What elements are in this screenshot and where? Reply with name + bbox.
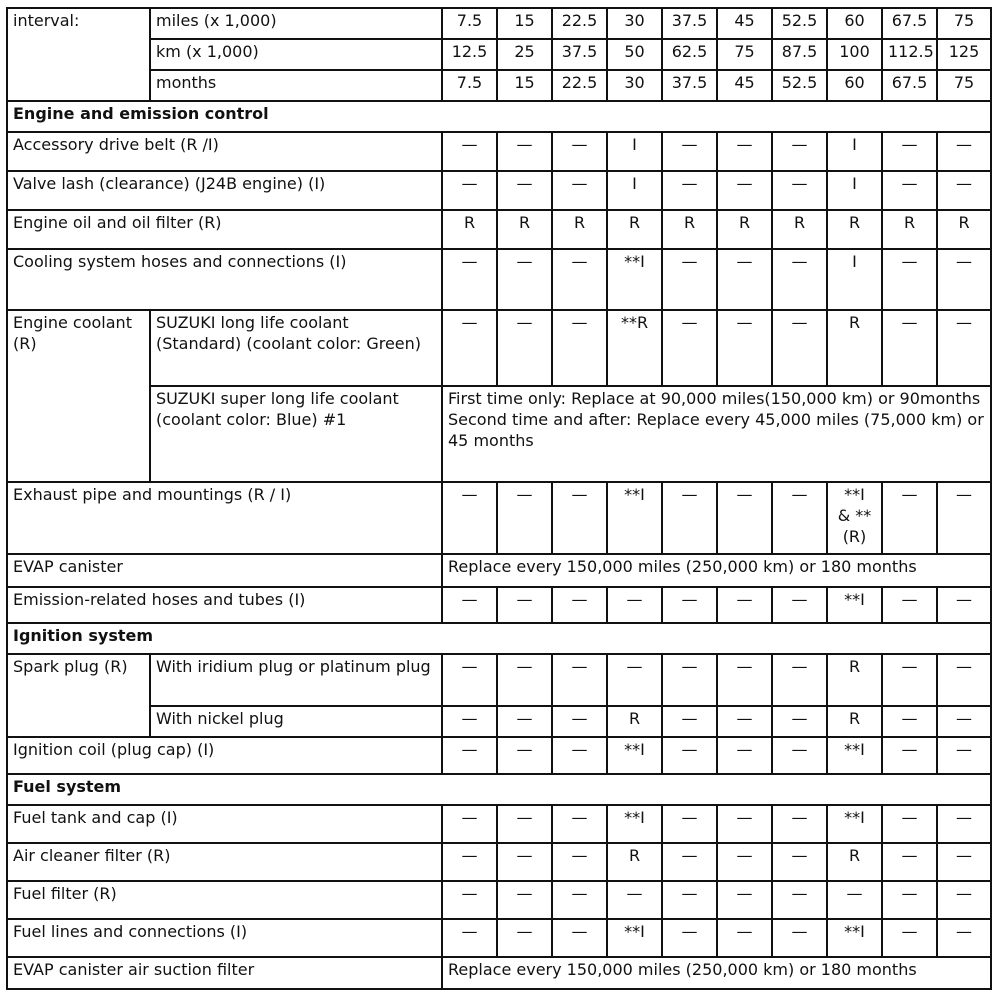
interval-value-cell: — <box>717 171 772 210</box>
interval-value-cell: — <box>717 843 772 881</box>
interval-value-cell: — <box>937 171 991 210</box>
interval-value-cell: R <box>882 210 937 249</box>
interval-value-cell: 67.5 <box>882 8 937 39</box>
interval-value-cell: — <box>717 706 772 737</box>
interval-value-cell: — <box>937 310 991 386</box>
interval-value-cell: 87.5 <box>772 39 827 70</box>
interval-value-cell: — <box>442 843 497 881</box>
item-sublabel: With iridium plug or platinum plug <box>150 654 442 706</box>
interval-value-cell: — <box>937 482 991 554</box>
interval-value-cell: R <box>607 843 662 881</box>
interval-value-cell: **I <box>607 737 662 774</box>
maintenance-row <box>7 881 991 919</box>
interval-value-cell: — <box>552 249 607 310</box>
interval-value-cell: 7.5 <box>442 70 497 101</box>
interval-value-cell: 30 <box>607 70 662 101</box>
interval-value-cell: — <box>552 171 607 210</box>
interval-value-cell: — <box>552 737 607 774</box>
interval-value-cell: — <box>552 587 607 623</box>
maintenance-row <box>7 249 991 310</box>
maintenance-row <box>7 805 991 843</box>
interval-value-cell: 62.5 <box>662 39 717 70</box>
section-row <box>7 623 991 654</box>
interval-value-cell: 12.5 <box>442 39 497 70</box>
interval-value-cell: 37.5 <box>662 70 717 101</box>
interval-value-cell: **I <box>607 249 662 310</box>
replacement-note <box>442 386 991 482</box>
interval-value-cell: 100 <box>827 39 882 70</box>
interval-value-cell: R <box>607 210 662 249</box>
interval-value-cell: — <box>772 654 827 706</box>
interval-value-cell: 7.5 <box>442 8 497 39</box>
item-label: Ignition coil (plug cap) (I) <box>7 737 442 774</box>
interval-value-cell: — <box>497 249 552 310</box>
interval-value-cell: — <box>442 737 497 774</box>
maintenance-row <box>7 482 991 554</box>
interval-value-cell: — <box>497 587 552 623</box>
interval-value-cell: R <box>497 210 552 249</box>
interval-value-cell: — <box>662 171 717 210</box>
interval-value-cell: — <box>717 587 772 623</box>
interval-value-cell: — <box>882 843 937 881</box>
interval-value-cell: — <box>497 132 552 171</box>
interval-value-cell: 75 <box>937 8 991 39</box>
interval-value-cell: 112.5 <box>882 39 937 70</box>
interval-value-cell: R <box>607 706 662 737</box>
item-sublabel: With nickel plug <box>150 706 442 737</box>
interval-value-cell: 60 <box>827 8 882 39</box>
replacement-note: Replace every 150,000 miles (250,000 km) or 180 months <box>442 957 991 989</box>
interval-value-cell: — <box>497 171 552 210</box>
interval-value-cell: — <box>772 171 827 210</box>
section-title: Fuel system <box>7 774 991 805</box>
interval-value-cell: I <box>827 171 882 210</box>
interval-value-cell: — <box>607 881 662 919</box>
interval-value-cell: — <box>772 587 827 623</box>
item-label: Cooling system hoses and connections (I) <box>7 249 442 310</box>
interval-value-cell: — <box>552 881 607 919</box>
interval-value-cell: — <box>607 654 662 706</box>
interval-value-cell: 30 <box>607 8 662 39</box>
maintenance-row <box>7 386 991 482</box>
interval-value-cell: — <box>937 805 991 843</box>
interval-value-cell: 15 <box>497 8 552 39</box>
interval-value-cell: — <box>497 805 552 843</box>
maintenance-row <box>7 957 991 989</box>
item-label: Emission-related hoses and tubes (I) <box>7 587 442 623</box>
interval-value-cell: — <box>882 919 937 957</box>
interval-value-cell: R <box>937 210 991 249</box>
interval-value-cell: — <box>662 805 717 843</box>
interval-value-cell: — <box>552 805 607 843</box>
spark-plug-group-label: Spark plug (R) <box>7 654 150 737</box>
interval-value-cell: 52.5 <box>772 8 827 39</box>
interval-value-cell: — <box>882 805 937 843</box>
interval-value-cell: **I <box>827 805 882 843</box>
interval-value-cell: — <box>552 706 607 737</box>
interval-value-cell: **I <box>607 919 662 957</box>
interval-value-cell: — <box>442 706 497 737</box>
interval-value-cell: — <box>442 310 497 386</box>
interval-value-cell: — <box>497 737 552 774</box>
interval-value-cell: — <box>662 919 717 957</box>
interval-value-cell: I <box>827 249 882 310</box>
interval-value-cell <box>827 482 882 554</box>
interval-value-cell: — <box>552 654 607 706</box>
interval-value-cell: — <box>607 587 662 623</box>
interval-value-cell: — <box>882 310 937 386</box>
section-row <box>7 101 991 132</box>
interval-value-cell: — <box>662 310 717 386</box>
interval-value-cell: — <box>827 881 882 919</box>
replacement-note: Replace every 150,000 miles (250,000 km) or 180 months <box>442 554 991 587</box>
interval-value-cell: — <box>882 587 937 623</box>
interval-value-cell: — <box>662 132 717 171</box>
interval-value-cell: — <box>662 249 717 310</box>
interval-value-cell: 52.5 <box>772 70 827 101</box>
section-title: Engine and emission control <box>7 101 991 132</box>
interval-value-cell: — <box>442 249 497 310</box>
interval-value-cell: R <box>827 843 882 881</box>
item-label: Fuel lines and connections (I) <box>7 919 442 957</box>
interval-value-cell: 67.5 <box>882 70 937 101</box>
combined-service-line: **I <box>844 485 865 504</box>
interval-value-cell: — <box>717 654 772 706</box>
maintenance-row <box>7 554 991 587</box>
interval-value-cell: R <box>552 210 607 249</box>
interval-value-cell: **I <box>827 587 882 623</box>
interval-value-cell: **I <box>827 737 882 774</box>
interval-value-cell: — <box>442 132 497 171</box>
interval-value-cell: — <box>772 843 827 881</box>
header-row-km <box>7 39 991 70</box>
interval-value-cell: — <box>937 881 991 919</box>
interval-value-cell: 25 <box>497 39 552 70</box>
interval-value-cell: 22.5 <box>552 8 607 39</box>
interval-value-cell: — <box>662 706 717 737</box>
interval-value-cell: 125 <box>937 39 991 70</box>
interval-value-cell: — <box>882 881 937 919</box>
interval-value-cell: — <box>552 482 607 554</box>
coolant-group-label: Engine coolant (R) <box>7 310 150 482</box>
interval-value-cell: 15 <box>497 70 552 101</box>
interval-value-cell: — <box>772 482 827 554</box>
interval-value-cell: — <box>717 805 772 843</box>
interval-value-cell: — <box>662 737 717 774</box>
interval-value-cell: — <box>882 737 937 774</box>
unit-label: months <box>150 70 442 101</box>
interval-value-cell: — <box>717 482 772 554</box>
interval-value-cell: R <box>827 654 882 706</box>
item-label: EVAP canister <box>7 554 442 587</box>
interval-value-cell: — <box>497 706 552 737</box>
interval-value-cell: **R <box>607 310 662 386</box>
interval-value-cell: R <box>772 210 827 249</box>
maintenance-schedule <box>6 7 990 990</box>
item-label: Engine oil and oil filter (R) <box>7 210 442 249</box>
interval-value-cell: — <box>882 482 937 554</box>
maintenance-row <box>7 843 991 881</box>
item-sublabel: SUZUKI super long life coolant (coolant color: Blue) #1 <box>150 386 442 482</box>
item-sublabel: SUZUKI long life coolant (Standard) (coolant color: Green) <box>150 310 442 386</box>
interval-value-cell: — <box>937 249 991 310</box>
interval-value-cell: — <box>717 737 772 774</box>
interval-value-cell: — <box>882 654 937 706</box>
interval-value-cell: 75 <box>937 70 991 101</box>
interval-value-cell: — <box>772 706 827 737</box>
interval-value-cell: — <box>882 249 937 310</box>
interval-value-cell: I <box>827 132 882 171</box>
interval-value-cell: — <box>442 171 497 210</box>
interval-value-cell: — <box>552 310 607 386</box>
maintenance-row <box>7 310 991 386</box>
interval-value-cell: — <box>882 706 937 737</box>
interval-value-cell: 37.5 <box>662 8 717 39</box>
interval-value-cell: — <box>772 310 827 386</box>
interval-value-cell: — <box>717 132 772 171</box>
interval-value-cell: R <box>662 210 717 249</box>
interval-value-cell: — <box>442 587 497 623</box>
interval-value-cell: — <box>882 132 937 171</box>
maintenance-row <box>7 210 991 249</box>
interval-value-cell: — <box>497 310 552 386</box>
interval-value-cell: **I <box>607 482 662 554</box>
interval-value-cell: — <box>937 843 991 881</box>
interval-value-cell: 22.5 <box>552 70 607 101</box>
interval-value-cell: — <box>662 843 717 881</box>
header-row-miles <box>7 8 991 39</box>
interval-value-cell: — <box>497 919 552 957</box>
interval-value-cell: — <box>442 881 497 919</box>
item-label: Fuel tank and cap (I) <box>7 805 442 843</box>
interval-value-cell: — <box>662 881 717 919</box>
note-line: First time only: Replace at 90,000 miles(150,000 km) or 90months <box>448 389 981 408</box>
unit-label: miles (x 1,000) <box>150 8 442 39</box>
interval-value-cell: — <box>937 919 991 957</box>
interval-value-cell: — <box>497 654 552 706</box>
interval-value-cell: — <box>717 919 772 957</box>
item-label: Air cleaner filter (R) <box>7 843 442 881</box>
interval-value-cell: — <box>497 482 552 554</box>
interval-value-cell: — <box>662 654 717 706</box>
maintenance-table <box>6 7 992 990</box>
interval-value-cell: — <box>882 171 937 210</box>
interval-value-cell: — <box>772 919 827 957</box>
interval-value-cell: — <box>772 881 827 919</box>
interval-value-cell: — <box>772 132 827 171</box>
maintenance-row <box>7 919 991 957</box>
interval-value-cell: 45 <box>717 8 772 39</box>
item-label: Valve lash (clearance) (J24B engine) (I) <box>7 171 442 210</box>
interval-value-cell: — <box>937 654 991 706</box>
interval-value-cell: — <box>937 737 991 774</box>
section-title: Ignition system <box>7 623 991 654</box>
item-label: Accessory drive belt (R /I) <box>7 132 442 171</box>
interval-value-cell: — <box>937 706 991 737</box>
interval-value-cell: — <box>717 881 772 919</box>
interval-value-cell: — <box>442 919 497 957</box>
item-label: Exhaust pipe and mountings (R / I) <box>7 482 442 554</box>
combined-service-line: (R) <box>842 527 867 546</box>
interval-value-cell: — <box>552 919 607 957</box>
item-label: Fuel filter (R) <box>7 881 442 919</box>
interval-value-cell: R <box>827 210 882 249</box>
item-label: EVAP canister air suction filter <box>7 957 442 989</box>
interval-value-cell: — <box>772 737 827 774</box>
interval-value-cell: — <box>717 310 772 386</box>
interval-value-cell: R <box>442 210 497 249</box>
interval-value-cell: **I <box>827 919 882 957</box>
unit-label: km (x 1,000) <box>150 39 442 70</box>
note-line: Second time and after: Replace every 45,000 miles (75,000 km) or 45 months <box>448 410 984 450</box>
interval-value-cell: 45 <box>717 70 772 101</box>
interval-value-cell: — <box>552 132 607 171</box>
interval-value-cell: — <box>937 587 991 623</box>
maintenance-row <box>7 737 991 774</box>
interval-value-cell: — <box>772 249 827 310</box>
interval-value-cell: R <box>717 210 772 249</box>
interval-value-cell: — <box>442 482 497 554</box>
interval-value-cell: 37.5 <box>552 39 607 70</box>
maintenance-row <box>7 654 991 706</box>
interval-value-cell: 60 <box>827 70 882 101</box>
interval-label: interval: <box>7 8 150 101</box>
interval-value-cell: — <box>552 843 607 881</box>
interval-value-cell: 50 <box>607 39 662 70</box>
interval-value-cell: I <box>607 132 662 171</box>
interval-value-cell: — <box>717 249 772 310</box>
section-row <box>7 774 991 805</box>
interval-value-cell: I <box>607 171 662 210</box>
interval-value-cell: — <box>772 805 827 843</box>
interval-value-cell: — <box>662 482 717 554</box>
interval-value-cell: — <box>442 805 497 843</box>
interval-value-cell: 75 <box>717 39 772 70</box>
maintenance-row <box>7 587 991 623</box>
interval-value-cell: — <box>442 654 497 706</box>
interval-value-cell: — <box>937 132 991 171</box>
maintenance-row <box>7 171 991 210</box>
maintenance-row <box>7 132 991 171</box>
interval-value-cell: — <box>497 881 552 919</box>
combined-service-line: & ** <box>837 506 872 525</box>
interval-value-cell: R <box>827 706 882 737</box>
interval-value-cell: — <box>497 843 552 881</box>
interval-value-cell: **I <box>607 805 662 843</box>
interval-value-cell: R <box>827 310 882 386</box>
interval-value-cell: — <box>662 587 717 623</box>
header-row-months <box>7 70 991 101</box>
maintenance-row <box>7 706 991 737</box>
